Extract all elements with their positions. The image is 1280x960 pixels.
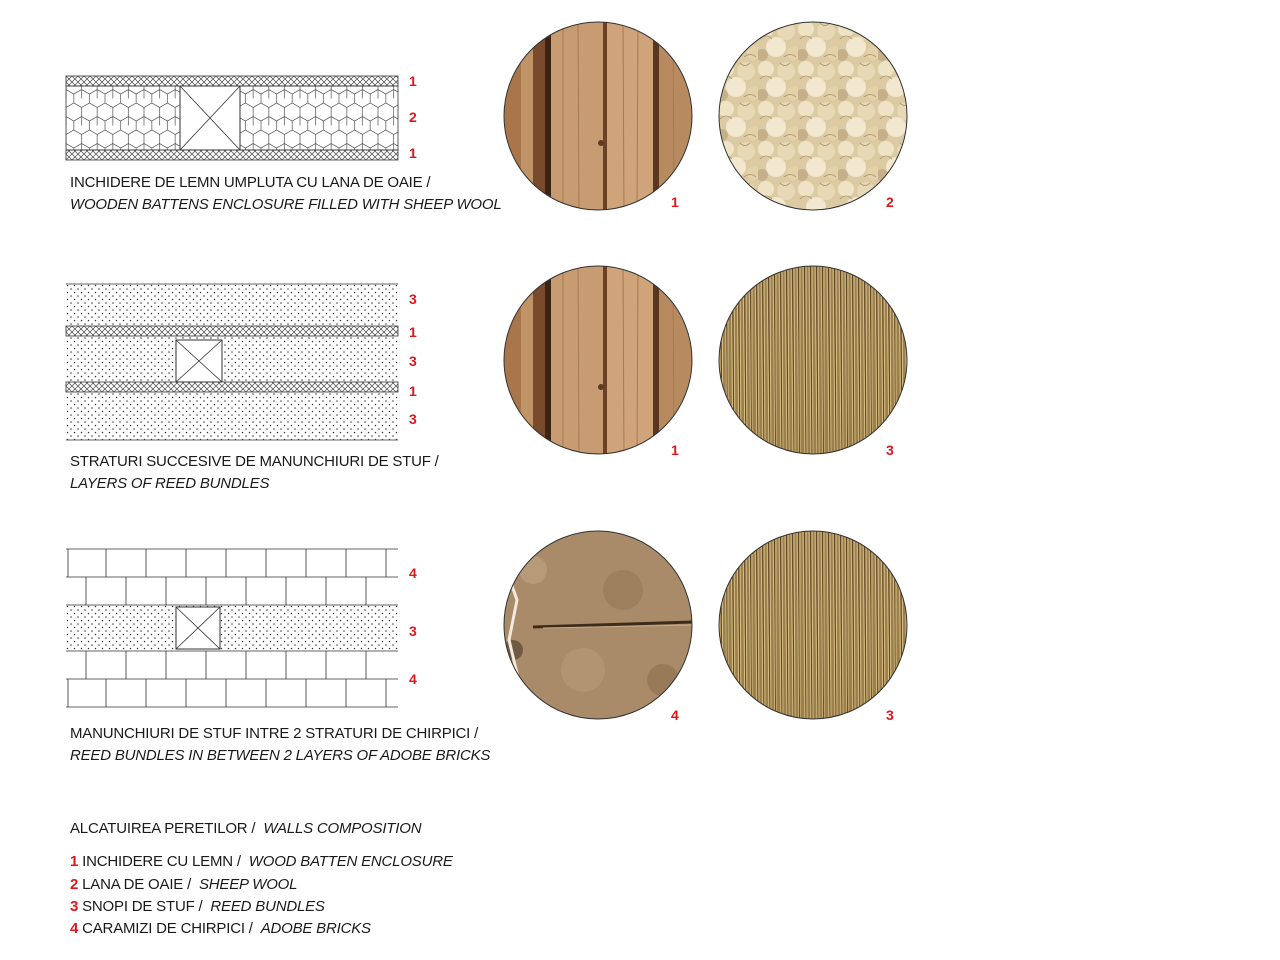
reed-photo <box>718 530 908 720</box>
layer-number: 1 <box>409 324 417 340</box>
section1-caption <box>70 172 502 216</box>
section2-wall-diagram <box>66 284 400 442</box>
wood-layer-top <box>66 76 398 86</box>
legend-label-ro: SNOPI DE STUF / <box>82 898 203 915</box>
layer-number: 3 <box>409 353 417 369</box>
batten-section <box>176 607 220 649</box>
legend-label-ro: INCHIDERE CU LEMN / <box>82 853 241 870</box>
legend-title-ro: ALCATUIREA PERETILOR / <box>70 820 256 837</box>
reed-photo <box>718 265 908 455</box>
legend-label-ro: LANA DE OAIE / <box>82 876 192 893</box>
batten-section <box>176 340 222 382</box>
wood-photo <box>503 265 693 455</box>
photo-label: 3 <box>886 442 894 458</box>
batten-section <box>180 86 240 150</box>
caption-ro: STRATURI SUCCESIVE DE MANUNCHIURI DE STUF / <box>70 453 439 470</box>
adobe-brick-layer <box>66 549 398 605</box>
layer-number: 3 <box>409 291 417 307</box>
wood-layer <box>66 382 398 392</box>
legend-label-en: SHEEP WOOL <box>198 876 298 893</box>
caption-en: LAYERS OF REED BUNDLES <box>70 475 270 492</box>
layer-number: 4 <box>409 671 417 687</box>
wood-layer-bottom <box>66 150 398 160</box>
layer-number: 3 <box>409 623 417 639</box>
caption-ro: MANUNCHIURI DE STUF INTRE 2 STRATURI DE CHIRPICI / <box>70 725 479 742</box>
layer-number: 1 <box>409 73 417 89</box>
section2-caption <box>70 451 439 495</box>
layer-number: 3 <box>409 411 417 427</box>
legend-number: 4 <box>70 920 79 937</box>
layer-number: 1 <box>409 145 417 161</box>
section3-wall-diagram <box>66 549 400 711</box>
photo-label: 3 <box>886 707 894 723</box>
layer-number: 1 <box>409 383 417 399</box>
photo-label: 4 <box>671 707 679 723</box>
legend-item <box>70 874 297 896</box>
caption-ro: INCHIDERE DE LEMN UMPLUTA CU LANA DE OAIE / <box>70 174 431 191</box>
section1-wall-diagram <box>66 76 400 162</box>
reed-layer <box>66 336 398 382</box>
legend-item <box>70 918 371 940</box>
photo-label: 2 <box>886 194 894 210</box>
caption-en: WOODEN BATTENS ENCLOSURE FILLED WITH SHEEP WOOL <box>70 196 502 213</box>
legend-number: 2 <box>70 876 79 893</box>
legend-item <box>70 896 325 918</box>
caption-en: REED BUNDLES IN BETWEEN 2 LAYERS OF ADOBE BRICKS <box>70 747 491 764</box>
reed-layer <box>66 284 398 326</box>
wood-layer <box>66 326 398 336</box>
legend-item <box>70 851 453 873</box>
layer-number: 4 <box>409 565 417 581</box>
adobe-brick-layer <box>66 651 398 707</box>
reed-layer <box>66 392 398 440</box>
legend-number: 3 <box>70 898 79 915</box>
legend-label-en: REED BUNDLES <box>210 898 325 915</box>
adobe-photo <box>503 530 693 720</box>
layer-number: 2 <box>409 109 417 125</box>
wood-photo <box>503 21 693 211</box>
legend-title-en: WALLS COMPOSITION <box>263 820 422 837</box>
reed-layer <box>66 605 398 651</box>
section3-caption <box>70 723 490 767</box>
legend-title <box>70 818 421 840</box>
legend-number: 1 <box>70 853 79 870</box>
legend-label-en: WOOD BATTEN ENCLOSURE <box>248 853 453 870</box>
legend-label-ro: CARAMIZI DE CHIRPICI / <box>82 920 253 937</box>
photo-label: 1 <box>671 442 679 458</box>
legend-label-en: ADOBE BRICKS <box>260 920 371 937</box>
wool-photo <box>718 21 908 211</box>
photo-label: 1 <box>671 194 679 210</box>
